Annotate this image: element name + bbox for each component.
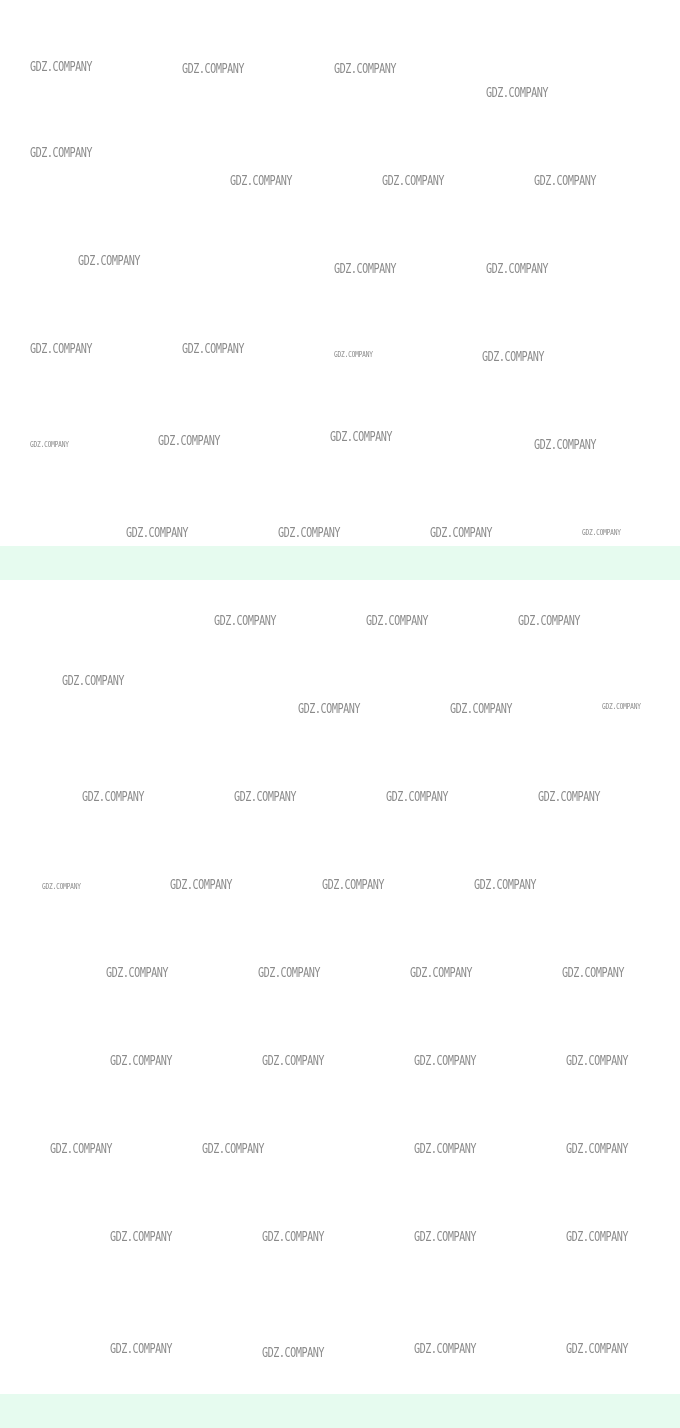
watermark: GDZ.COMPANY [334,262,397,277]
watermark: GDZ.COMPANY [234,790,297,805]
watermark: GDZ.COMPANY [262,1054,325,1069]
watermark: GDZ.COMPANY [410,966,473,981]
watermark: GDZ.COMPANY [518,614,581,629]
watermark: GDZ.COMPANY [30,342,93,357]
watermark: GDZ.COMPANY [602,702,641,711]
watermark: GDZ.COMPANY [366,614,429,629]
watermark: GDZ.COMPANY [566,1054,629,1069]
watermark: GDZ.COMPANY [566,1230,629,1245]
answer-box [0,1394,680,1428]
watermark: GDZ.COMPANY [82,790,145,805]
watermark: GDZ.COMPANY [170,878,233,893]
watermark: GDZ.COMPANY [414,1054,477,1069]
watermark: GDZ.COMPANY [30,440,69,449]
watermark: GDZ.COMPANY [430,526,493,541]
watermark: GDZ.COMPANY [50,1142,113,1157]
watermark: GDZ.COMPANY [322,878,385,893]
watermark: GDZ.COMPANY [78,254,141,269]
watermark: GDZ.COMPANY [110,1054,173,1069]
watermark: GDZ.COMPANY [126,526,189,541]
watermark: GDZ.COMPANY [214,614,277,629]
watermark: GDZ.COMPANY [538,790,601,805]
watermark: GDZ.COMPANY [106,966,169,981]
watermark: GDZ.COMPANY [158,434,221,449]
watermark: GDZ.COMPANY [482,350,545,365]
watermark: GDZ.COMPANY [566,1342,629,1357]
watermark: GDZ.COMPANY [298,702,361,717]
watermark: GDZ.COMPANY [566,1142,629,1157]
watermark: GDZ.COMPANY [230,174,293,189]
watermark: GDZ.COMPANY [258,966,321,981]
watermark: GDZ.COMPANY [562,966,625,981]
watermark: GDZ.COMPANY [262,1230,325,1245]
watermark: GDZ.COMPANY [110,1230,173,1245]
watermark: GDZ.COMPANY [474,878,537,893]
watermark: GDZ.COMPANY [486,262,549,277]
watermark: GDZ.COMPANY [534,174,597,189]
watermark: GDZ.COMPANY [382,174,445,189]
watermark: GDZ.COMPANY [414,1342,477,1357]
watermark: GDZ.COMPANY [202,1142,265,1157]
watermark: GDZ.COMPANY [262,1346,325,1361]
watermark: GDZ.COMPANY [534,438,597,453]
watermark: GDZ.COMPANY [330,430,393,445]
watermark: GDZ.COMPANY [450,702,513,717]
watermark: GDZ.COMPANY [486,86,549,101]
watermark: GDZ.COMPANY [182,342,245,357]
watermark: GDZ.COMPANY [30,146,93,161]
watermark: GDZ.COMPANY [582,528,621,537]
watermark: GDZ.COMPANY [414,1142,477,1157]
watermark: GDZ.COMPANY [386,790,449,805]
answer-box [0,546,680,580]
watermark: GDZ.COMPANY [414,1230,477,1245]
watermark: GDZ.COMPANY [30,60,93,75]
watermark: GDZ.COMPANY [42,882,81,891]
watermark: GDZ.COMPANY [182,62,245,77]
watermark: GDZ.COMPANY [334,350,373,359]
watermark: GDZ.COMPANY [334,62,397,77]
watermark: GDZ.COMPANY [62,674,125,689]
watermark: GDZ.COMPANY [110,1342,173,1357]
watermark: GDZ.COMPANY [278,526,341,541]
